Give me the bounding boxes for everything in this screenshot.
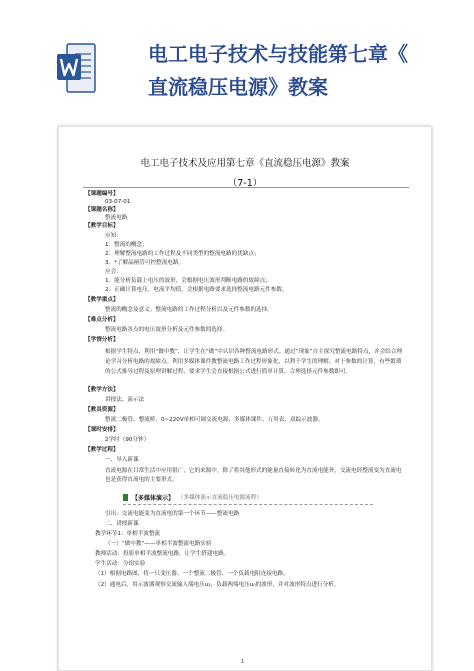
doc-subheading: （7-1） [227,178,263,189]
line: 学生活动：分组实验 [95,561,146,567]
line: 【教学过程】 [85,447,119,453]
line: 讲授法、演示法 [105,397,145,403]
title-line-1: 电工电子技术与技能第七章《 [148,42,408,66]
line: 教学环节1：单相半波整流 [95,531,161,537]
line: 【课题名称】 [85,207,119,213]
line: 教师活动：投影单相半波整流电路，让学生搭建电路。 [95,551,230,557]
line: 【课题编号】 [85,191,119,197]
line: 【课时安排】 [85,427,119,433]
line: 3．*了解晶闸管可控整流电路。 [105,260,185,266]
line: 2学时（90分钟） [105,437,150,443]
line: 整流的概念及意义；整流电路的工作过程分析以及元件参数的选择。 [105,307,273,313]
paragraph: （2）通电后，用示波器观察交流输入端电压u₂，负载两端电压u₀的波形，并对波形特点进行分析。 [95,582,340,588]
line: 整流电路各点的电压波形分析及元件参数的选择。 [105,327,229,333]
line: 【教具资源】 [85,407,119,413]
doc-heading: 电工电子技术及应用第七章《直流稳压电源》教案 [140,158,350,169]
paragraph: 根据学生特点，利用“做中教”，让学生在“做”中认识各种整流电路形式。通过“现象”自主探究整流电路特点，并会结合理论学习分析电路的故障点。利用多媒体课件教整流电路工作过程形象化，以利于学生的理解。对于参数的计算，有些繁琐的公式推导过程及原理讲解过程，要求学生会直接根据公式进行简单计算，合理选择元件参数即可。 [105,349,403,375]
title-line-2: 直流稳压电源》教案 [148,75,328,99]
document-title [148,38,408,104]
line: （一）“做中教”——单相半波整流电路实验 [105,541,212,547]
banner-label: 【多媒体演示】 [132,494,175,502]
line: 2．理解整流电路的工作过程及不同类型的整流电路的优缺点； [105,251,260,257]
line: 2．正确计算电压、电流平均值，会根据电路要求选择整流电路元件参数。 [105,287,288,293]
line: 【学情分析】 [85,337,119,343]
line: 一、导入新课 [105,457,139,463]
banner-rule [123,504,373,505]
line: 应会： [105,269,122,275]
preview-header [0,0,474,118]
line: 03-07-01 [105,199,131,205]
line: 整流二极管、整流桥、0~220V单相可调交流电源、多媒体课件、万用表、双踪示波器。 [105,417,324,423]
line: 引出：交流电能变为直流电的第一个环节——整流电路 [105,511,240,517]
line: 【难点分析】 [85,317,119,323]
line: 1．能分析负载上电压的波形，会根据电压波形判断电路的故障点； [105,278,271,284]
word-doc-icon [57,42,97,94]
line: 整流电路 [105,215,128,221]
line: 【教学重点】 [85,297,119,303]
page-number: 1 [241,659,245,665]
line: （1）根据电路图，将一只变压器、一个整流二极管、一个负载电阻连接电路。 [95,571,289,577]
multimedia-banner [123,490,363,504]
line: 应知： [105,233,122,239]
line: 二、讲授新课 [105,521,139,527]
document-page [58,126,432,671]
banner-marker [123,494,128,501]
top-rule [83,187,409,188]
line: 【教学方法】 [85,387,119,393]
line: 【教学目标】 [85,223,119,229]
line: 1．整流的概念； [105,242,148,248]
paragraph: 直流电源在日常生活中应用很广，它的来源中，除了将其他形式的能量直接转化为直流电能外，交流电经整流变为直流电也是获得直流电的主要形式。 [105,468,402,483]
banner-sub: （多媒体演示直流稳压电源流程） [178,495,262,501]
